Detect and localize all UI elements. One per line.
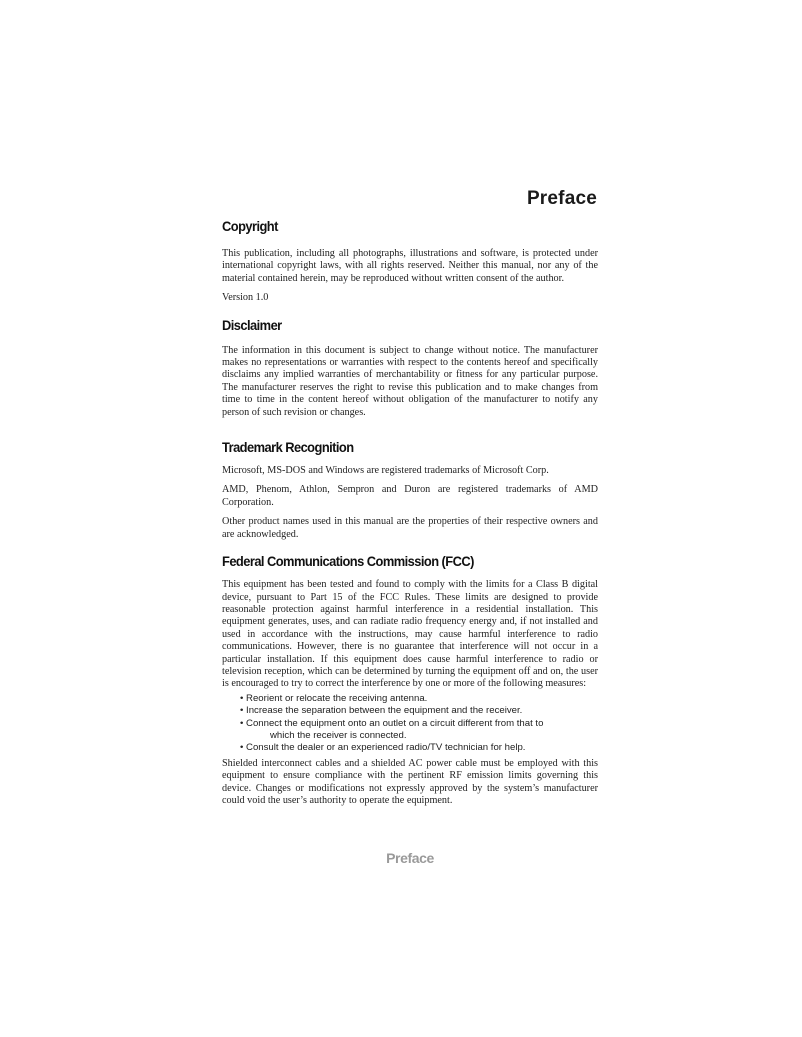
footer-label: Preface bbox=[386, 850, 434, 866]
list-item-continuation: which the receiver is connected. bbox=[270, 729, 407, 741]
list-item: • Consult the dealer or an experienced radio/TV technician for help. bbox=[240, 742, 526, 754]
copyright-paragraph: This publication, including all photographs, illustrations and software, is protected under international copyright laws, with all rights reserved. Neither this manual, nor any of the material contained herein, may be reproduced without written consent of the author. bbox=[222, 248, 598, 284]
copyright-heading: Copyright bbox=[222, 218, 278, 234]
list-item: • Reorient or relocate the receiving antenna. bbox=[240, 692, 428, 704]
list-item bbox=[240, 718, 598, 743]
trademark-paragraph-other: Other product names used in this manual are the properties of their respective owners and are acknowledged. bbox=[222, 516, 598, 540]
page-title: Preface bbox=[526, 188, 597, 209]
version-text: Version 1.0 bbox=[222, 292, 269, 304]
list-item: • Increase the separation between the equipment and the receiver. bbox=[240, 705, 523, 717]
list-item-text: • Connect the equipment onto an outlet on a circuit different from that to bbox=[240, 717, 544, 729]
fcc-measures-list bbox=[240, 693, 598, 755]
fcc-paragraph: This equipment has been tested and found to comply with the limits for a Class B digital device, pursuant to Part 15 of the FCC Rules. These limits are designed to provide reasonable protection against harmful interference in a residential installation. This equipment generates, uses, and can radiate radio frequency energy and, if not installed and used in accordance with the instructions, may cause harmful interference to radio communications. However, there is no guarantee that interference will not occur in a particular installation. If this equipment does cause harmful interference to radio or television reception, which can be determined by turning the equipment off and on, the user is encouraged to try to correct the interference by one or more of the following measures: bbox=[222, 579, 598, 690]
trademark-paragraph-microsoft: Microsoft, MS-DOS and Windows are registered trademarks of Microsoft Corp. bbox=[222, 465, 549, 477]
trademark-heading: Trademark Recognition bbox=[222, 439, 354, 456]
fcc-heading: Federal Communications Commission (FCC) bbox=[222, 553, 474, 570]
fcc-closing-paragraph: Shielded interconnect cables and a shielded AC power cable must be employed with this equipment to ensure compliance with the pertinent RF emission limits governing this device. Changes or modifications not expressly approved by the system’s manufacturer could void the user’s authority to operate the equipment. bbox=[222, 757, 598, 806]
trademark-paragraph-amd: AMD, Phenom, Athlon, Sempron and Duron are registered trademarks of AMD Corporation. bbox=[222, 484, 598, 508]
disclaimer-paragraph: The information in this document is subject to change without notice. The manufacturer makes no representations or warranties with respect to the contents hereof and specifically disclaims any implied warranties of merchantability or fitness for any particular purpose. The manufacturer reserves the right to revise this publication and to make changes from time to time in the content hereof without obligation of the manufacturer to notify any person of such revision or changes. bbox=[222, 344, 598, 418]
disclaimer-heading: Disclaimer bbox=[222, 316, 282, 333]
document-body bbox=[222, 218, 598, 807]
